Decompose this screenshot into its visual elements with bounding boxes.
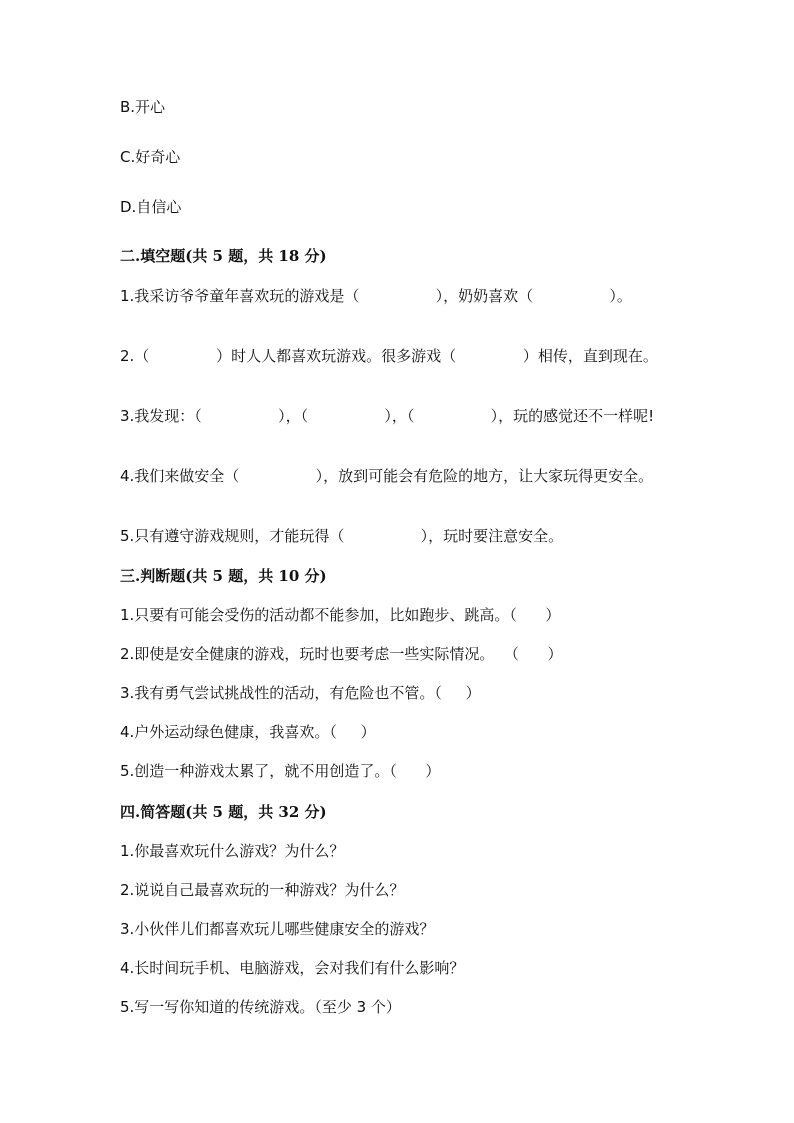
fill-blank-question-1: 1.我采访爷爷童年喜欢玩的游戏是（ ），奶奶喜欢（ ）。 — [120, 287, 632, 305]
section-fill-blank-title: 二.填空题(共 5 题，共 18 分) — [120, 247, 327, 265]
short-answer-question-1: 1.你最喜欢玩什么游戏？为什么？ — [120, 842, 345, 860]
true-false-question-1: 1.只要有可能会受伤的活动都不能参加，比如跑步、跳高。（ ） — [120, 606, 561, 624]
short-answer-question-4: 4.长时间玩手机、电脑游戏，会对我们有什么影响？ — [120, 959, 465, 977]
option-c: C.好奇心 — [120, 148, 181, 166]
option-d: D.自信心 — [120, 198, 182, 216]
fill-blank-question-2: 2.（ ）时人人都喜欢玩游戏。很多游戏（ ）相传，直到现在。 — [120, 347, 658, 365]
true-false-question-2: 2.即使是安全健康的游戏，玩时也要考虑一些实际情况。 （ ） — [120, 645, 563, 663]
true-false-question-5: 5.创造一种游戏太累了，就不用创造了。（ ） — [120, 762, 441, 780]
section-short-answer-title: 四.简答题(共 5 题，共 32 分) — [120, 803, 327, 821]
fill-blank-question-4: 4.我们来做安全（ ），放到可能会有危险的地方，让大家玩得更安全。 — [120, 467, 654, 485]
true-false-question-4: 4.户外运动绿色健康，我喜欢。（ ） — [120, 723, 376, 741]
section-true-false-title: 三.判断题(共 5 题，共 10 分) — [120, 567, 327, 585]
fill-blank-question-3: 3.我发现：（ ），（ ），（ ），玩的感觉还不一样呢! — [120, 407, 655, 425]
short-answer-question-3: 3.小伙伴儿们都喜欢玩儿哪些健康安全的游戏？ — [120, 920, 435, 938]
fill-blank-question-5: 5.只有遵守游戏规则，才能玩得（ ），玩时要注意安全。 — [120, 527, 564, 545]
short-answer-question-5: 5.写一写你知道的传统游戏。（至少 3 个） — [120, 998, 401, 1016]
true-false-question-3: 3.我有勇气尝试挑战性的活动，有危险也不管。（ ） — [120, 684, 481, 702]
option-b: B.开心 — [120, 98, 166, 116]
short-answer-question-2: 2.说说自己最喜欢玩的一种游戏？为什么？ — [120, 881, 405, 899]
